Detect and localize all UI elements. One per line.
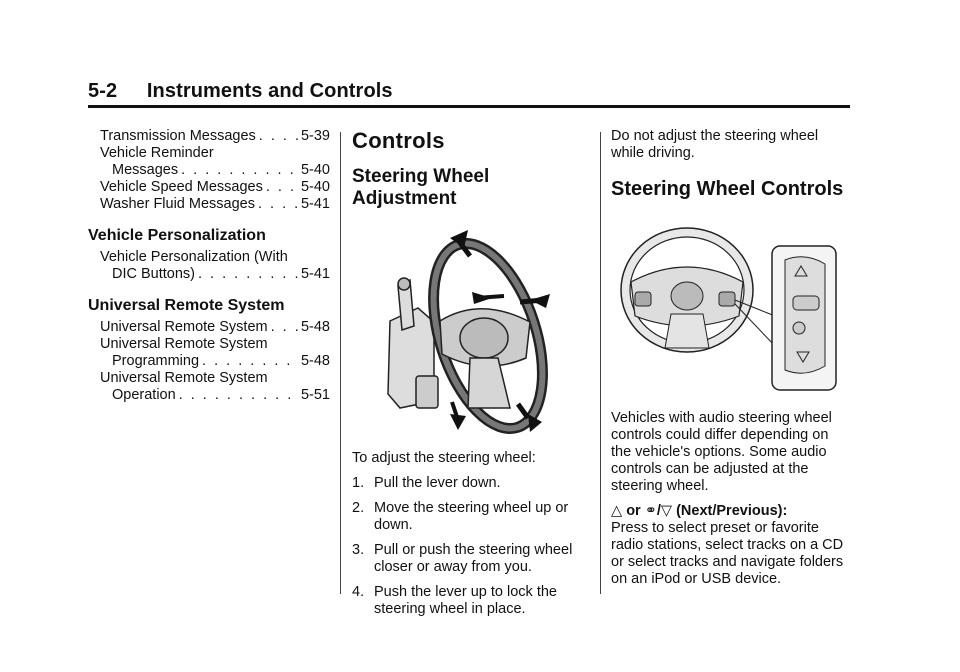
toc-column <box>88 128 330 410</box>
down-arrow-icon: ▽ <box>660 503 673 519</box>
toc-heading[interactable]: Vehicle Personalization <box>88 227 266 244</box>
adjustment-step: 3. Pull or push the steering wheel closer or away from you. <box>352 542 573 575</box>
toc-section-universal-remote <box>88 297 330 404</box>
toc-section-personalization <box>88 227 330 283</box>
toc-entry-universal-remote-operation[interactable]: Universal Remote System Operation . . . 5-51 <box>88 370 330 404</box>
adjustment-step: 4. Push the lever up to lock the steering wheel in place. <box>352 584 557 617</box>
toc-entry-vehicle-speed[interactable]: Vehicle Speed Messages . . . 5-40 <box>88 179 330 196</box>
header-rule <box>88 105 850 108</box>
toc-entry-washer-fluid[interactable]: Washer Fluid Messages . . . 5-41 <box>88 196 330 213</box>
steering-controls-intro: Vehicles with audio steering wheel controls could differ depending on the vehicle's options. Some audio controls can be adjusted at the steering wheel. <box>611 410 832 494</box>
steering-controls-heading: Steering Wheel Controls <box>611 178 844 200</box>
page-number: 5-2 <box>88 80 118 102</box>
toc-entry-vehicle-reminder[interactable]: Vehicle Reminder Messages . . . 5-40 <box>88 145 330 179</box>
controls-heading: Controls <box>352 128 445 153</box>
next-previous-or: or <box>626 503 641 519</box>
adjustment-step: 1. Pull the lever down. <box>352 475 501 491</box>
column-divider-2 <box>600 132 601 594</box>
toc-heading[interactable]: Universal Remote System <box>88 297 285 314</box>
steering-controls-column <box>611 128 851 588</box>
toc-entry-personalization[interactable]: Vehicle Personalization (With DIC Buttons) . . . 5-41 <box>88 249 330 283</box>
adjustment-step: 2. Move the steering wheel up or down. <box>352 500 569 533</box>
steering-wheel-adjustment-illustration <box>380 226 560 436</box>
adjustment-intro: To adjust the steering wheel: <box>352 450 536 466</box>
header-title <box>88 80 850 103</box>
toc-entry-transmission[interactable]: Transmission Messages . . . 5-39 <box>88 128 330 145</box>
column-divider-1 <box>340 132 341 594</box>
up-arrow-icon: △ <box>611 503 623 519</box>
toc-entry-universal-remote-programming[interactable]: Universal Remote System Programming . . . 5-48 <box>88 336 330 370</box>
steering-wheel-controls-illustration <box>615 216 845 396</box>
driving-warning: Do not adjust the steering wheel while driving. <box>611 128 819 161</box>
toc-entry-universal-remote[interactable]: Universal Remote System . . . 5-48 <box>88 319 330 336</box>
next-previous-text: Press to select preset or favorite radio stations, select tracks on a CD or select tracks and navigate folders on an iPod or USB device. <box>611 520 844 587</box>
favorite-icon: ⚭ <box>644 503 657 519</box>
next-previous-description: △ or ⚭/▽ (Next/Previous): Press to select preset or favorite radio stations, select tracks on a CD or select tracks and navigate folders on an iPod or USB device. <box>611 503 844 587</box>
next-previous-label: (Next/Previous): <box>676 503 788 519</box>
page-header <box>88 80 850 103</box>
adjustment-column <box>352 128 588 626</box>
adjustment-heading: Steering Wheel Adjustment <box>352 166 490 209</box>
section-title: Instruments and Controls <box>146 80 393 102</box>
toc-top-group <box>88 128 330 213</box>
